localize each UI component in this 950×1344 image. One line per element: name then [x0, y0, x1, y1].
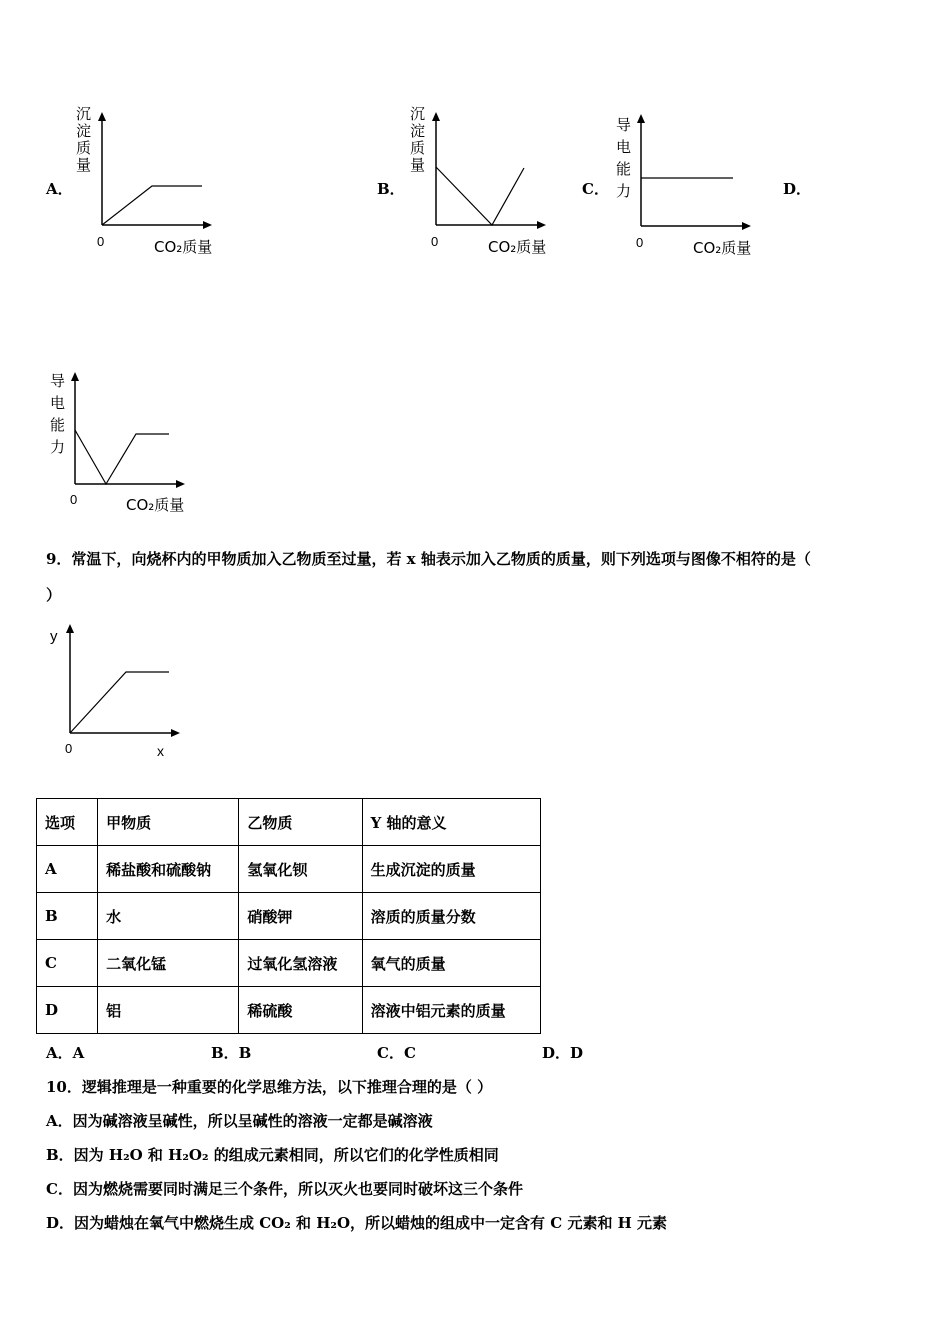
q8-option-c-label: C．	[582, 180, 609, 198]
q9-stem-line2: ）	[46, 586, 62, 604]
table-cell: C	[37, 940, 98, 987]
q9-graph-curve	[70, 672, 169, 733]
q10-option-b: B．因为 H₂O 和 H₂O₂ 的组成元素相同，所以它们的化学性质相同	[46, 1146, 499, 1164]
q10-option-a: A．因为碱溶液呈碱性，所以呈碱性的溶液一定都是碱溶液	[46, 1112, 433, 1130]
q8-graph-a-ylabel: 沉 淀 质 量	[76, 105, 92, 174]
q10-stem: 10．逻辑推理是一种重要的化学思维方法，以下推理合理的是（ ）	[46, 1078, 493, 1096]
table-cell: 溶液中铝元素的质量	[362, 987, 540, 1034]
q9-graph-origin: 0	[65, 741, 73, 756]
table-cell: 氢氧化钡	[239, 846, 362, 893]
table-cell: 铝	[98, 987, 239, 1034]
table-cell: 水	[98, 893, 239, 940]
q8-graph-d-origin: 0	[70, 492, 78, 507]
table-cell: 稀盐酸和硫酸钠	[98, 846, 239, 893]
table-cell: 硝酸钾	[239, 893, 362, 940]
table-cell: D	[37, 987, 98, 1034]
q9-graph-ylabel: y	[50, 628, 58, 645]
q8-graph-b-ylabel: 沉 淀 质 量	[410, 105, 426, 174]
q9-graph-xlabel: x	[157, 743, 164, 759]
table-cell: 稀硫酸	[239, 987, 362, 1034]
q8-graph-b-xlabel: CO₂质量	[488, 238, 547, 256]
table-row	[37, 940, 541, 987]
q8-graph-d-xlabel: CO₂质量	[126, 496, 185, 514]
table-header-row	[37, 799, 541, 846]
table-header-cell: 乙物质	[239, 799, 362, 846]
table-row	[37, 893, 541, 940]
q8-graph-d-ylabel: 导 电 能 力	[50, 372, 66, 456]
table-cell: 二氧化锰	[98, 940, 239, 987]
q8-graph-c-ylabel: 导 电 能 力	[616, 116, 632, 200]
q9-graph-y-arrow	[66, 624, 74, 633]
q9-answer-b: B．B	[211, 1044, 252, 1062]
q8-graph-a-xlabel: CO₂质量	[154, 238, 213, 256]
table-cell: A	[37, 846, 98, 893]
q9-answer-d: D．D	[542, 1044, 584, 1062]
table-cell: 氧气的质量	[362, 940, 540, 987]
q8-graph-c-origin: 0	[636, 235, 644, 250]
table-cell: 溶质的质量分数	[362, 893, 540, 940]
table-header-cell: Y 轴的意义	[362, 799, 540, 846]
table-row	[37, 987, 541, 1034]
q8-option-d-label: D．	[783, 180, 812, 198]
q10-option-c: C．因为燃烧需要同时满足三个条件，所以灭火也要同时破坏这三个条件	[46, 1180, 523, 1198]
q9-answer-a: A．A	[46, 1044, 85, 1062]
table-cell: 生成沉淀的质量	[362, 846, 540, 893]
table-header-cell: 选项	[37, 799, 98, 846]
q8-option-a-label: A．	[46, 180, 73, 198]
q8-graph-c-xlabel: CO₂质量	[693, 239, 752, 257]
q8-option-b-label: B．	[377, 180, 405, 198]
q8-graph-b-origin: 0	[431, 234, 439, 249]
q10-option-d: D．因为蜡烛在氧气中燃烧生成 CO₂ 和 H₂O，所以蜡烛的组成中一定含有 C 元素和 H 元素	[46, 1214, 668, 1232]
q9-options-table	[36, 798, 541, 1034]
table-cell: B	[37, 893, 98, 940]
q8-graph-a-origin: 0	[97, 234, 105, 249]
q9-stem-line1: 9．常温下，向烧杯内的甲物质加入乙物质至过量，若 x 轴表示加入乙物质的质量，则下列选项与图像不相符的是（	[46, 550, 811, 568]
q9-graph-x-arrow	[171, 729, 180, 737]
table-header-cell: 甲物质	[98, 799, 239, 846]
q9-answer-c: C．C	[377, 1044, 416, 1062]
table-cell: 过氧化氢溶液	[239, 940, 362, 987]
table-row	[37, 846, 541, 893]
